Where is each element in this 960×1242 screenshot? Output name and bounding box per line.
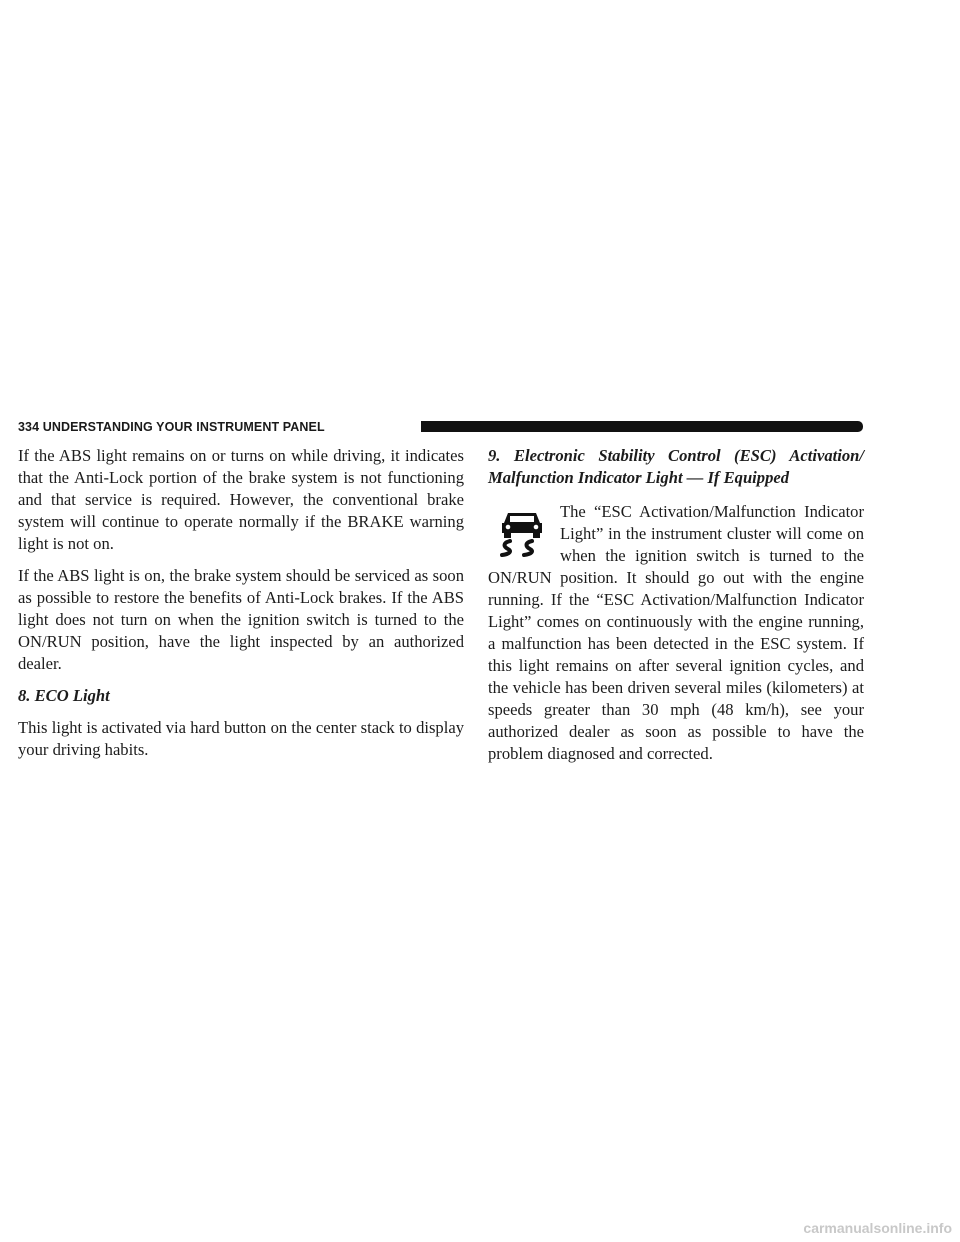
- right-column: [488, 445, 864, 775]
- esc-heading: 9. Electronic Stability Control (ESC) Activation/ Malfunction Indicator Light — If Equipped: [488, 446, 864, 487]
- left-column: [18, 445, 464, 771]
- page-number-and-section-title: 334 UNDERSTANDING YOUR INSTRUMENT PANEL: [18, 420, 325, 434]
- page-header: [18, 420, 863, 434]
- esc-section: [488, 501, 864, 765]
- abs-paragraph-2: If the ABS light is on, the brake system should be serviced as soon as possible to restore the benefits of Anti-Lock brakes. If the ABS light does not turn on when the ignition switch is turned to the ON/RUN position, have the light inspected by an authorized dealer.: [18, 566, 464, 673]
- esc-paragraph: The “ESC Activation/Malfunction Indicator Light” in the instrument cluster will come on when the ignition switch is turned to the ON/RUN position. It should go out with the engine running. If the “ESC Activation/Malfunction Indicator Light” comes on continuously with the engine running, a malfunction has been detected in the ESC system. If this light remains on after several ignition cycles, and the vehicle has been driven several miles (kilometers) at speeds greater than 30 mph (48 km/h), see your authorized dealer as soon as possible to have the problem diagnosed and corrected.: [488, 502, 864, 763]
- abs-paragraph-1: If the ABS light remains on or turns on while driving, it indicates that the Anti-Lock portion of the brake system is not functioning and that service is required. However, the conventional brake system will continue to operate normally if the BRAKE warning light is not on.: [18, 446, 464, 553]
- watermark-text: carmanualsonline.info: [803, 1220, 952, 1236]
- esc-skidding-car-icon: [496, 505, 548, 557]
- eco-light-heading: 8. ECO Light: [18, 686, 110, 705]
- eco-light-paragraph: This light is activated via hard button on the center stack to display your driving habits.: [18, 718, 464, 759]
- header-rule-bar: [421, 421, 863, 432]
